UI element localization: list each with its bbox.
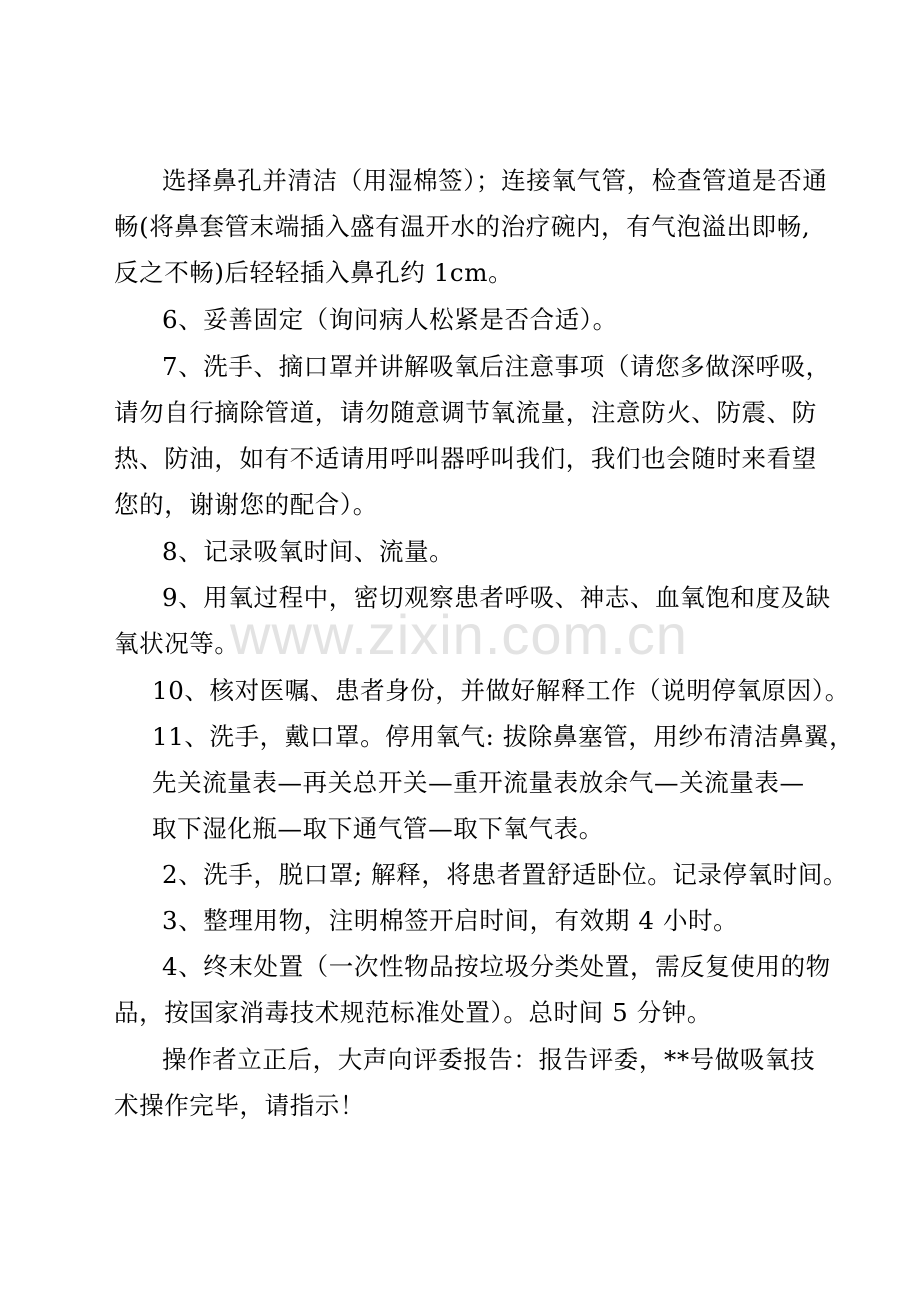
text-line: 9、用氧过程中，密切观察患者呼吸、神志、血氧饱和度及缺 bbox=[162, 583, 831, 612]
text-line: 10、核对医嘱、患者身份，并做好解释工作（说明停氧原因）。 bbox=[152, 676, 850, 705]
text-line: 热、防油，如有不适请用呼叫器呼叫我们，我们也会随时来看望 bbox=[114, 444, 817, 473]
text-line: 术操作完毕，请指示！ bbox=[114, 1091, 365, 1120]
text-line: 7、洗手、摘口罩并讲解吸氧后注意事项（请您多做深呼吸， bbox=[162, 352, 831, 381]
text-line: 氧状况等。 bbox=[114, 629, 240, 658]
text-line: 4、终末处置（一次性物品按垃圾分类处置，需反复使用的物 bbox=[162, 952, 831, 981]
text-line: 选择鼻孔并清洁（用湿棉签）；连接氧气管，检查管道是否通 bbox=[162, 166, 828, 195]
text-line: 品，按国家消毒技术规范标准处置）。总时间 5 分钟。 bbox=[114, 998, 713, 1027]
watermark: www.zixin.com.cn bbox=[230, 603, 688, 666]
text-line: 反之不畅)后轻轻插入鼻孔约 1cm。 bbox=[114, 258, 514, 287]
text-line: 畅(将鼻套管末端插入盛有温开水的治疗碗内，有气泡溢出即畅, bbox=[114, 212, 811, 241]
text-line: 6、妥善固定（询问病人松紧是否合适）。 bbox=[162, 305, 618, 334]
text-line: 11、洗手，戴口罩。停用氧气: 拔除鼻塞管，用纱布清洁鼻翼， bbox=[152, 722, 855, 751]
text-line: 请勿自行摘除管道，请勿随意调节氧流量，注意防火、防震、防 bbox=[114, 398, 817, 427]
text-line: 2、洗手，脱口罩; 解释，将患者置舒适卧位。记录停氧时间。 bbox=[162, 860, 849, 889]
text-line: 3、整理用物，注明棉签开启时间，有效期 4 小时。 bbox=[162, 906, 739, 935]
text-line: 取下湿化瓶—取下通气管—取下氧气表。 bbox=[152, 814, 604, 843]
text-line: 8、记录吸氧时间、流量。 bbox=[162, 537, 455, 566]
text-line: 您的，谢谢您的配合）。 bbox=[114, 490, 378, 519]
text-line: 先关流量表—再关总开关—重开流量表放余气—关流量表— bbox=[152, 768, 805, 797]
text-line: 操作者立正后，大声向评委报告：报告评委，**号做吸氧技 bbox=[162, 1045, 816, 1074]
